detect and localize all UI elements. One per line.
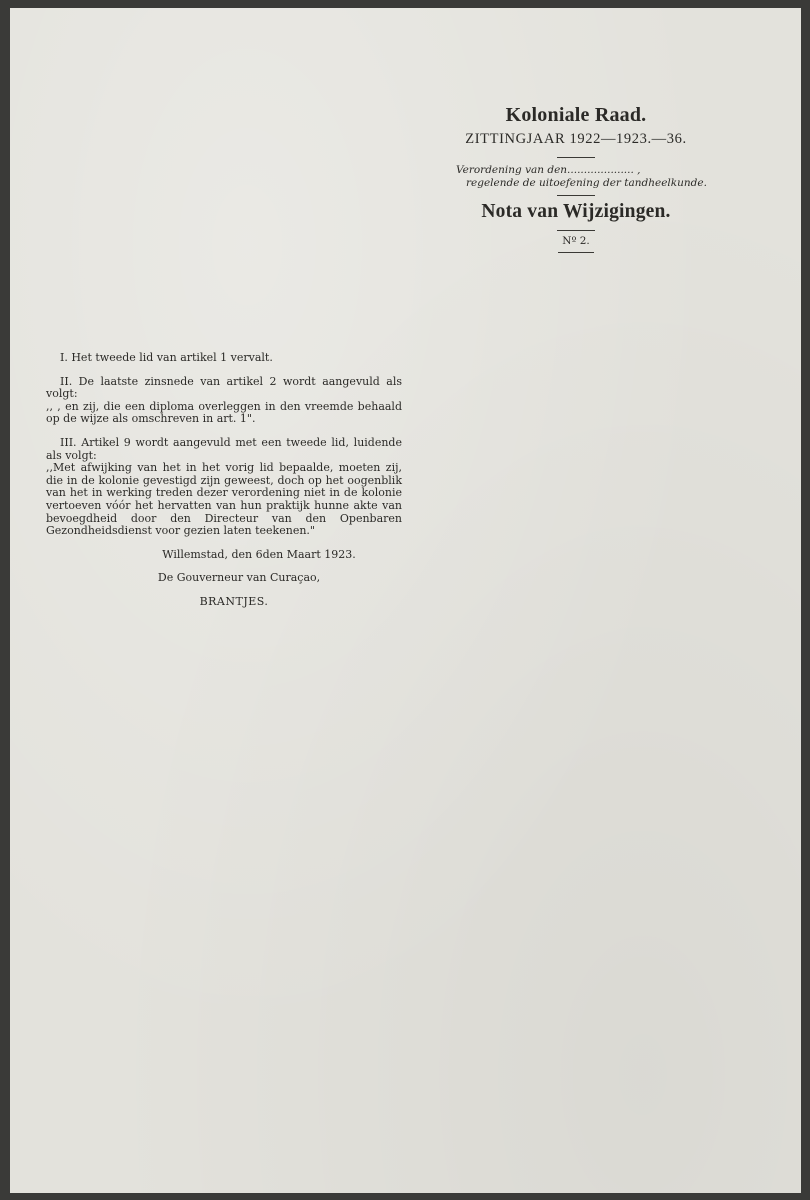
document-page (10, 8, 801, 1193)
amendment-3-quote: ,,Met afwijking van het in het vorig lid bepaalde, moeten zij, die in de kolonie gevestigd zijn geweest, doch op het oogenblik van het in werking treden dezer verordening niet in de kolonie vertoeven vóór het hervatten van hun praktijk hunne akte van bevoegdheid door den Directeur van den Openbaren Gezondheidsdienst voor gezien laten teekenen." (46, 461, 402, 538)
ordinance-line-2: regelende de uitoefening der tandheelkunde. (466, 177, 707, 189)
amendment-3-intro: III. Artikel 9 wordt aangevuld met een tweede lid, luidende als volgt: (46, 435, 402, 462)
amendment-2-quote: ,, , en zij, die een diploma overleggen in den vreemde behaald op de wijze als omschreven in art. 1". (46, 399, 402, 426)
amendment-2-intro: II. De laatste zinsnede van artikel 2 wordt aangevuld als volgt: (46, 374, 402, 401)
header-divider-2 (557, 195, 595, 196)
header-divider-3 (557, 230, 595, 231)
nota-title: Nota van Wijzigingen. (481, 201, 671, 222)
amendment-1: I. Het tweede lid van artikel 1 vervalt. (60, 351, 273, 364)
document-header (442, 102, 710, 253)
ordinance-line-1: Verordening van den.................... , (456, 164, 641, 176)
council-title: Koloniale Raad. (505, 104, 647, 126)
ordinance-subject (442, 164, 710, 190)
place-date: Willemstad, den 6den Maart 1923. (162, 547, 356, 561)
amendment-2 (46, 376, 402, 426)
header-divider-4 (558, 252, 594, 253)
amendment-3 (46, 437, 402, 538)
session-year: ZITTINGJAAR 1922—1923.—36. (465, 131, 687, 147)
document-number: Nº 2. (562, 235, 590, 247)
signatory-name: BRANTJES. (199, 594, 269, 608)
document-body (46, 352, 402, 609)
header-divider (557, 157, 595, 158)
signatory-role: De Gouverneur van Curaçao, (157, 571, 321, 585)
